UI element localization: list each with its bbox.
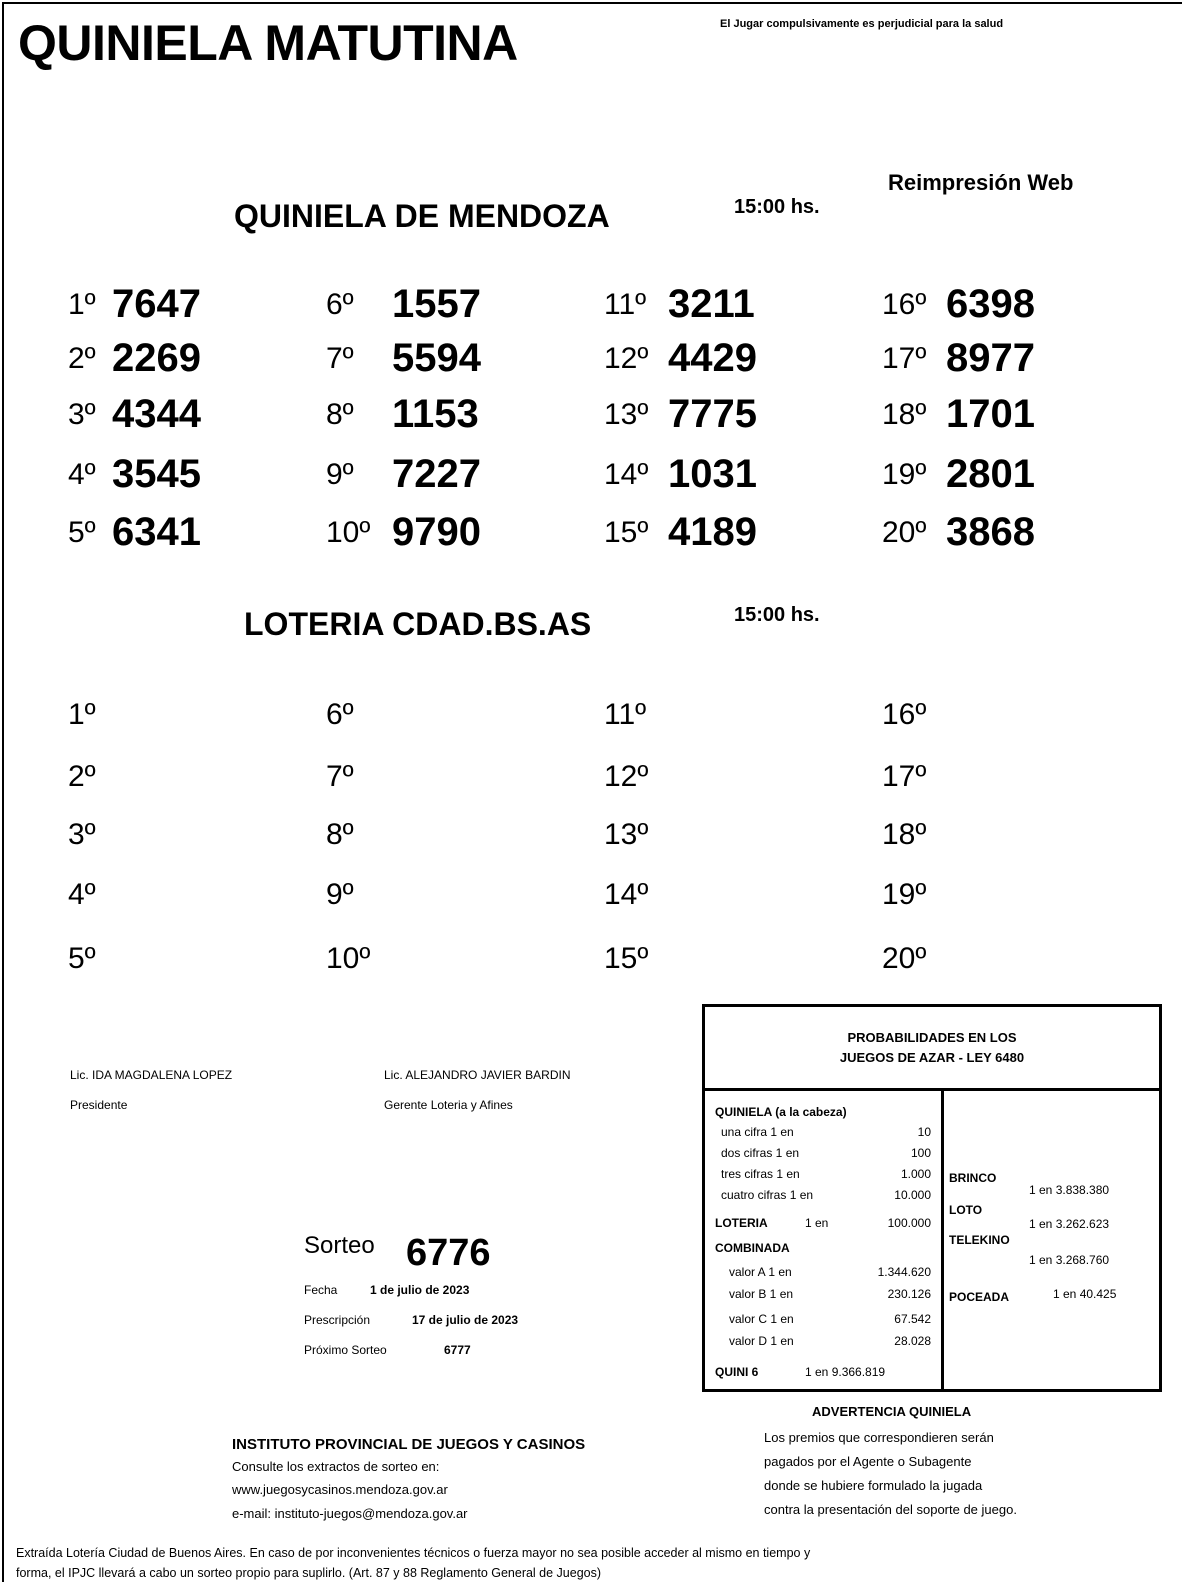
loteria-position: 9º [326, 878, 354, 911]
mendoza-number: 5594 [392, 336, 481, 380]
signature-right-name: Lic. ALEJANDRO JAVIER BARDIN [384, 1068, 571, 1082]
loteria-position: 11º [604, 698, 647, 731]
mendoza-number: 2269 [112, 336, 201, 380]
mendoza-number: 1557 [392, 282, 481, 326]
probabilities-title-line2: JUEGOS DE AZAR - LEY 6480 [839, 1049, 1025, 1065]
mendoza-number: 8977 [946, 336, 1035, 380]
loto-label: LOTO [949, 1203, 983, 1217]
sorteo-label: Sorteo [304, 1232, 375, 1259]
institute-line1: Consulte los extractos de sorteo en: [232, 1459, 440, 1474]
mendoza-number: 6341 [112, 510, 201, 554]
health-warning: El Jugar compulsivamente es perjudicial para la salud [720, 18, 1004, 30]
mendoza-number: 3211 [668, 282, 755, 326]
mendoza-position: 5º [68, 516, 96, 549]
probabilities-title [705, 1007, 1159, 1091]
quiniela-prob-label: QUINIELA (a la cabeza) [715, 1105, 847, 1119]
mendoza-position: 11º [604, 288, 647, 321]
loteria-position: 5º [68, 942, 96, 975]
loteria-position: 16º [882, 698, 927, 731]
poceada-label: POCEADA [949, 1290, 1010, 1304]
loteria-position: 19º [882, 878, 927, 911]
poceada-value: 1 en 40.425 [1053, 1287, 1117, 1301]
mendoza-position: 20º [882, 516, 927, 549]
loteria-position: 6º [326, 698, 354, 731]
mendoza-number: 6398 [946, 282, 1035, 326]
advertencia-line4: contra la presentación del soporte de juego. [764, 1502, 1017, 1517]
prob-row-label: una cifra 1 en [721, 1125, 794, 1139]
proximo-value: 6777 [444, 1343, 471, 1357]
proximo-label: Próximo Sorteo [304, 1343, 387, 1357]
mendoza-title: QUINIELA DE MENDOZA [234, 198, 610, 234]
mendoza-position: 4º [68, 458, 96, 491]
mendoza-position: 13º [604, 398, 649, 431]
footer-line1: Extraída Lotería Ciudad de Buenos Aires. En caso de por inconvenientes técnicos o fuerza mayor no sea posible acceder al mismo en tiempo y [16, 1546, 811, 1560]
prob-row-value: 10.000 [894, 1188, 931, 1202]
mendoza-position: 1º [68, 288, 96, 321]
advertencia-line3: donde se hubiere formulado la jugada [764, 1478, 983, 1493]
mendoza-position: 16º [882, 288, 927, 321]
loteria-prob-label: LOTERIA [715, 1216, 768, 1230]
loteria-prob-text: 1 en [805, 1216, 829, 1230]
mendoza-number: 7647 [112, 282, 201, 326]
footer-line2: forma, el IPJC llevará a cabo un sorteo propio para suplirlo. (Art. 87 y 88 Reglamento General de Juegos) [16, 1566, 602, 1580]
loteria-position: 17º [882, 760, 927, 793]
signature-left-role: Presidente [70, 1098, 128, 1112]
probabilities-box [702, 1004, 1162, 1392]
telekino-label: TELEKINO [949, 1233, 1010, 1247]
combinada-row-value: 1.344.620 [877, 1265, 931, 1279]
mendoza-position: 14º [604, 458, 649, 491]
quini6-label: QUINI 6 [715, 1365, 759, 1379]
brinco-label: BRINCO [949, 1171, 997, 1185]
mendoza-position: 15º [604, 516, 649, 549]
combinada-row-value: 230.126 [887, 1287, 931, 1301]
mendoza-position: 18º [882, 398, 927, 431]
loteria-position: 20º [882, 942, 927, 975]
probabilities-title-line1: PROBABILIDADES EN LOS [847, 1029, 1017, 1045]
mendoza-position: 9º [326, 458, 354, 491]
mendoza-position: 3º [68, 398, 96, 431]
loteria-position: 3º [68, 818, 96, 851]
mendoza-number: 7775 [668, 392, 757, 436]
mendoza-time: 15:00 hs. [734, 196, 820, 218]
loteria-position: 2º [68, 760, 96, 793]
combinada-row-label: valor C 1 en [729, 1312, 794, 1326]
brinco-value: 1 en 3.838.380 [1029, 1183, 1110, 1197]
loteria-position: 1º [68, 698, 96, 731]
prob-row-label: cuatro cifras 1 en [721, 1188, 814, 1202]
loteria-position: 15º [604, 942, 649, 975]
page-title: QUINIELA MATUTINA [18, 15, 518, 71]
sorteo-number: 6776 [406, 1232, 491, 1274]
reprint-label: Reimpresión Web [888, 170, 1074, 195]
mendoza-number: 1701 [946, 392, 1035, 436]
institute-name: INSTITUTO PROVINCIAL DE JUEGOS Y CASINOS [232, 1436, 586, 1453]
loteria-prob-value: 100.000 [887, 1216, 931, 1230]
loteria-position: 7º [326, 760, 354, 793]
loteria-position: 14º [604, 878, 649, 911]
fecha-value: 1 de julio de 2023 [370, 1283, 470, 1297]
signature-right-role: Gerente Loteria y Afines [384, 1098, 513, 1112]
advertencia-title: ADVERTENCIA QUINIELA [812, 1404, 972, 1419]
combinada-row-value: 28.028 [894, 1334, 931, 1348]
prob-row-label: tres cifras 1 en [721, 1167, 800, 1181]
mendoza-position: 2º [68, 342, 96, 375]
mendoza-number: 4189 [668, 510, 757, 554]
prob-row-label: dos cifras 1 en [721, 1146, 800, 1160]
advertencia-line1: Los premios que correspondieren serán [764, 1430, 994, 1445]
mendoza-number: 4429 [668, 336, 757, 380]
loteria-time: 15:00 hs. [734, 604, 820, 626]
prescripcion-label: Prescripción [304, 1313, 371, 1327]
loteria-title: LOTERIA CDAD.BS.AS [244, 606, 592, 642]
institute-website: www.juegosycasinos.mendoza.gov.ar [232, 1482, 448, 1497]
prob-row-value: 100 [910, 1146, 931, 1160]
signature-left-name: Lic. IDA MAGDALENA LOPEZ [70, 1068, 233, 1082]
loteria-position: 8º [326, 818, 354, 851]
mendoza-position: 17º [882, 342, 927, 375]
institute-email: e-mail: instituto-juegos@mendoza.gov.ar [232, 1506, 468, 1521]
loteria-position: 4º [68, 878, 96, 911]
mendoza-position: 19º [882, 458, 927, 491]
mendoza-number: 3545 [112, 452, 201, 496]
combinada-label: COMBINADA [715, 1241, 790, 1255]
mendoza-number: 9790 [392, 510, 481, 554]
mendoza-position: 12º [604, 342, 649, 375]
mendoza-position: 7º [326, 342, 354, 375]
mendoza-number: 7227 [392, 452, 481, 496]
loto-value: 1 en 3.262.623 [1029, 1217, 1110, 1231]
loteria-position: 13º [604, 818, 649, 851]
mendoza-number: 2801 [946, 452, 1035, 496]
combinada-row-label: valor D 1 en [729, 1334, 794, 1348]
probabilities-divider [941, 1091, 944, 1389]
prescripcion-value: 17 de julio de 2023 [412, 1313, 519, 1327]
combinada-row-label: valor B 1 en [729, 1287, 794, 1301]
prob-row-value: 10 [917, 1125, 931, 1139]
advertencia-line2: pagados por el Agente o Subagente [764, 1454, 972, 1469]
quini6-value: 1 en 9.366.819 [805, 1365, 886, 1379]
loteria-position: 18º [882, 818, 927, 851]
mendoza-number: 1031 [668, 452, 757, 496]
combinada-row-value: 67.542 [894, 1312, 931, 1326]
mendoza-number: 3868 [946, 510, 1035, 554]
fecha-label: Fecha [304, 1283, 338, 1297]
loteria-position: 10º [326, 942, 371, 975]
combinada-row-label: valor A 1 en [729, 1265, 792, 1279]
prob-row-value: 1.000 [900, 1167, 931, 1181]
mendoza-number: 4344 [112, 392, 201, 436]
mendoza-number: 1153 [392, 392, 479, 436]
mendoza-position: 6º [326, 288, 354, 321]
telekino-value: 1 en 3.268.760 [1029, 1253, 1110, 1267]
mendoza-position: 10º [326, 516, 371, 549]
mendoza-position: 8º [326, 398, 354, 431]
loteria-position: 12º [604, 760, 649, 793]
